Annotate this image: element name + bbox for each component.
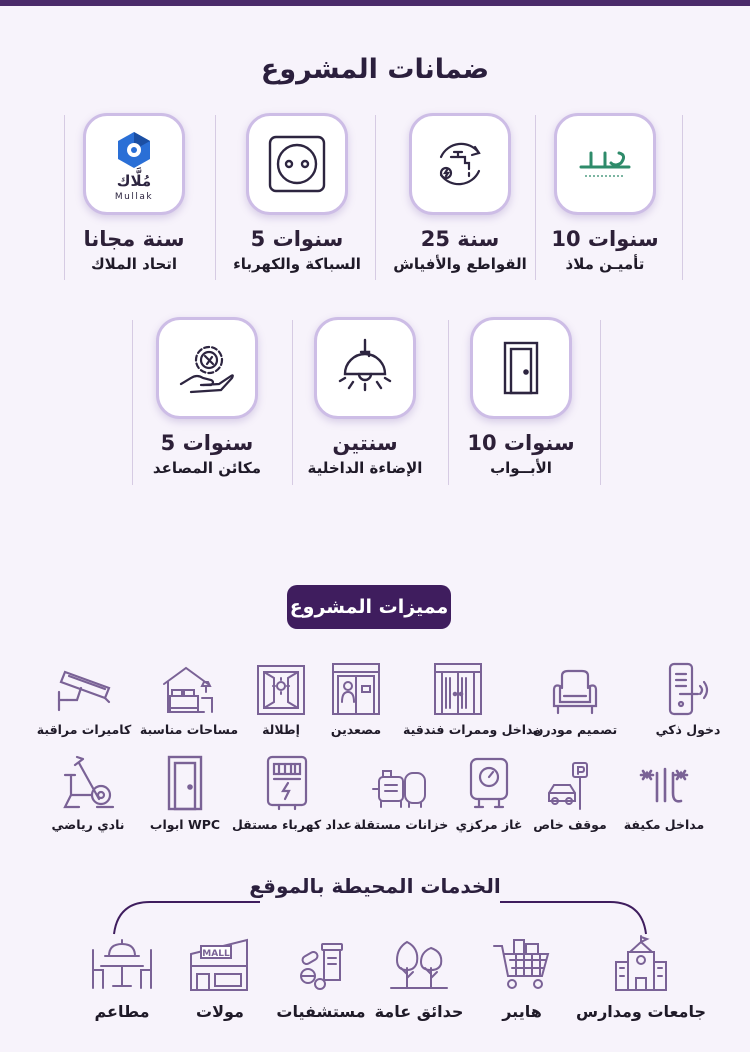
- warranty-doors: [446, 317, 596, 477]
- feature-wpc-doors: [130, 755, 240, 832]
- warranty-plumbing-electric: [222, 113, 372, 273]
- malath-logo: [554, 113, 656, 215]
- warranty-label: مكائن المصاعد: [152, 459, 262, 477]
- services-title: الخدمات المحيطة بالموقع: [249, 874, 501, 898]
- divider: [375, 115, 376, 280]
- mullak-logo-latin: Mullak: [114, 192, 154, 202]
- armchair-icon: [545, 660, 605, 716]
- feature-gym: [33, 755, 143, 832]
- parking-icon: [540, 755, 600, 811]
- feature-label: نادي رياضي: [51, 817, 125, 832]
- medicine-icon: [281, 930, 361, 992]
- warranty-label: الإضاءة الداخلية: [307, 459, 423, 477]
- mall-sign-text: MALL: [202, 949, 230, 959]
- service-label: حدائق عامة: [374, 1002, 464, 1021]
- feature-label: تصميم مودرن: [532, 722, 618, 737]
- service-universities-schools: [576, 930, 706, 1021]
- gear-hand-icon: [156, 317, 258, 419]
- feature-label: غاز مركزي: [455, 817, 523, 832]
- service-restaurants: [57, 930, 187, 1021]
- warranty-duration: 5 سنوات: [160, 431, 254, 455]
- wpc-door-icon: [155, 755, 215, 811]
- ceiling-lamp-icon: [314, 317, 416, 419]
- electric-meter-icon: [257, 755, 317, 811]
- divider: [215, 115, 216, 280]
- feature-surveillance-cameras: [29, 660, 139, 737]
- school-icon: [601, 930, 681, 992]
- feature-label: ابواب WPC: [149, 817, 221, 832]
- smart-lock-icon: [658, 660, 718, 716]
- socket-icon: [246, 113, 348, 215]
- feature-label: إطلالة: [262, 722, 300, 737]
- mullak-logo-text: مُلَّاك: [116, 172, 152, 190]
- window-view-icon: [251, 660, 311, 716]
- service-label: جامعات ومدارس: [576, 1002, 706, 1021]
- divider: [600, 320, 601, 485]
- cctv-camera-icon: [54, 660, 114, 716]
- hotel-doors-icon: [428, 660, 488, 716]
- warranty-breakers-outlets: [385, 113, 535, 273]
- feature-label: مداخل وممرات فندقية: [403, 722, 542, 737]
- warranty-elevator-machines: [132, 317, 282, 477]
- feature-label: مصعدين: [330, 722, 382, 737]
- feature-label: خزانات مستقلة: [353, 817, 449, 832]
- feature-label: مداخل مكيفة: [623, 817, 705, 832]
- air-conditioning-icon: [634, 755, 694, 811]
- warranty-duration: سنتين: [332, 431, 398, 455]
- exercise-bike-icon: [58, 755, 118, 811]
- warranty-duration: سنة مجانا: [83, 227, 185, 251]
- service-label: مولات: [196, 1002, 244, 1021]
- features-title: مميزات المشروع: [287, 585, 451, 629]
- warranty-label: القواطع والأفياش: [393, 255, 527, 273]
- shopping-cart-icon: [482, 930, 562, 992]
- faucet-plug-icon: [409, 113, 511, 215]
- warranty-label: تأميـن ملاذ: [565, 255, 645, 273]
- warranty-label: السباكة والكهرباء: [233, 255, 361, 273]
- feature-hotel-entrances: [403, 660, 542, 737]
- warranty-interior-lighting: [290, 317, 440, 477]
- mullak-logo: [83, 113, 185, 215]
- trees-icon: [379, 930, 459, 992]
- bedroom-icon: [159, 660, 219, 716]
- feature-conditioned-entrances: [609, 755, 719, 832]
- service-label: مطاعم: [94, 1002, 150, 1021]
- feature-suitable-spaces: [134, 660, 244, 737]
- feature-label: مساحات مناسبة: [139, 722, 239, 737]
- feature-smart-entry: [633, 660, 743, 737]
- warranty-label: الأبــواب: [490, 459, 552, 477]
- feature-label: كاميرات مراقبة: [36, 722, 132, 737]
- mall-icon: [180, 930, 260, 992]
- service-label: هايبر: [502, 1002, 542, 1021]
- warranties-title: ضمانات المشروع: [260, 54, 490, 85]
- feature-label: دخول ذكي: [655, 722, 721, 737]
- gas-meter-icon: [459, 755, 519, 811]
- door-icon: [470, 317, 572, 419]
- warranty-label: اتحاد الملاك: [90, 255, 178, 273]
- top-bar: [0, 0, 750, 6]
- warranty-duration: 5 سنوات: [250, 227, 344, 251]
- warranty-duration: 10 سنوات: [551, 227, 659, 251]
- feature-label: موقف خاص: [533, 817, 607, 832]
- water-tank-icon: [371, 755, 431, 811]
- feature-electric-meter: [232, 755, 352, 832]
- warranty-malath-insurance: [530, 113, 680, 273]
- restaurant-icon: [82, 930, 162, 992]
- divider: [682, 115, 683, 280]
- warranty-duration: 10 سنوات: [467, 431, 575, 455]
- warranty-owners-union: [59, 113, 209, 273]
- warranty-duration: 25 سنة: [420, 227, 500, 251]
- feature-label: عداد كهرباء مستقل: [232, 817, 352, 832]
- service-label: مستشفيات: [276, 1002, 366, 1021]
- feature-independent-tanks: [346, 755, 456, 832]
